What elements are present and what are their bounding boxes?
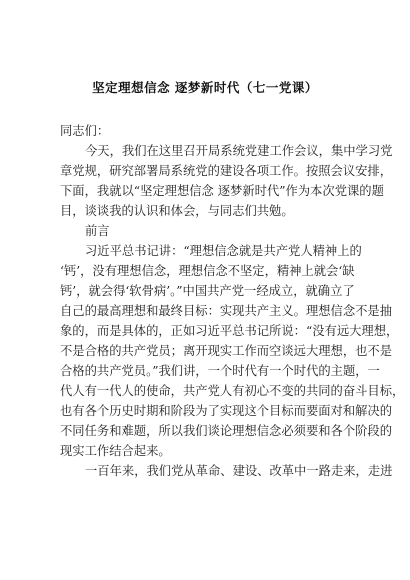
paragraph-line: 不同任务和难题，所以我们谈论理想信念必须要和各个阶段的 [60,424,393,438]
paragraph-line: 钙’，就会得‘软骨病’。”中国共产党一经成立，就确立了 [60,284,355,298]
paragraph-line: 不是合格的共产党员；离开现实工作而空谈远大理想，也不是 [60,344,393,358]
paragraph-line: 现实工作结合起来。 [60,444,171,458]
section-heading: 前言 [85,224,110,238]
paragraph-line: 下面，我就以“坚定理想信念 逐梦新时代”作为本次党课的题 [60,184,384,198]
paragraph-line: 自己的最高理想和最终目标：实现共产主义。理想信念不是抽 [60,304,393,318]
paragraph-line: 也有各个历史时期和阶段为了实现这个目标而要面对和解决的 [60,404,393,418]
paragraph-line: 章党规，研究部署局系统党的建设各项工作。按照会议安排， [60,164,393,178]
document-title: 坚定理想信念 逐梦新时代（七一党课） [92,80,318,95]
salutation: 同志们： [60,124,110,138]
document-body [60,121,405,481]
paragraph-line: 合格的共产党员。”我们讲，一个时代有一个时代的主题，一 [60,364,380,378]
paragraph-line: 目，谈谈我的认识和体会，与同志们共勉。 [60,204,294,218]
paragraph-line: 今天，我们在这里召开局系统党建工作会议，集中学习党 [85,144,393,158]
paragraph-line: 一百年来，我们党从革命、建设、改革中一路走来，走进 [85,464,393,478]
paragraph-line: 习近平总书记讲：“理想信念就是共产党人精神上的 [85,244,362,258]
paragraph-line: 代人有一代人的使命，共产党人有初心不变的共同的奋斗目标， [60,384,405,398]
paragraph-line: 象的，而是具体的，正如习近平总书记所说：“没有远大理想， [60,324,399,338]
paragraph-line: ‘钙’，没有理想信念，理想信念不坚定，精神上就会‘缺 [60,264,355,278]
